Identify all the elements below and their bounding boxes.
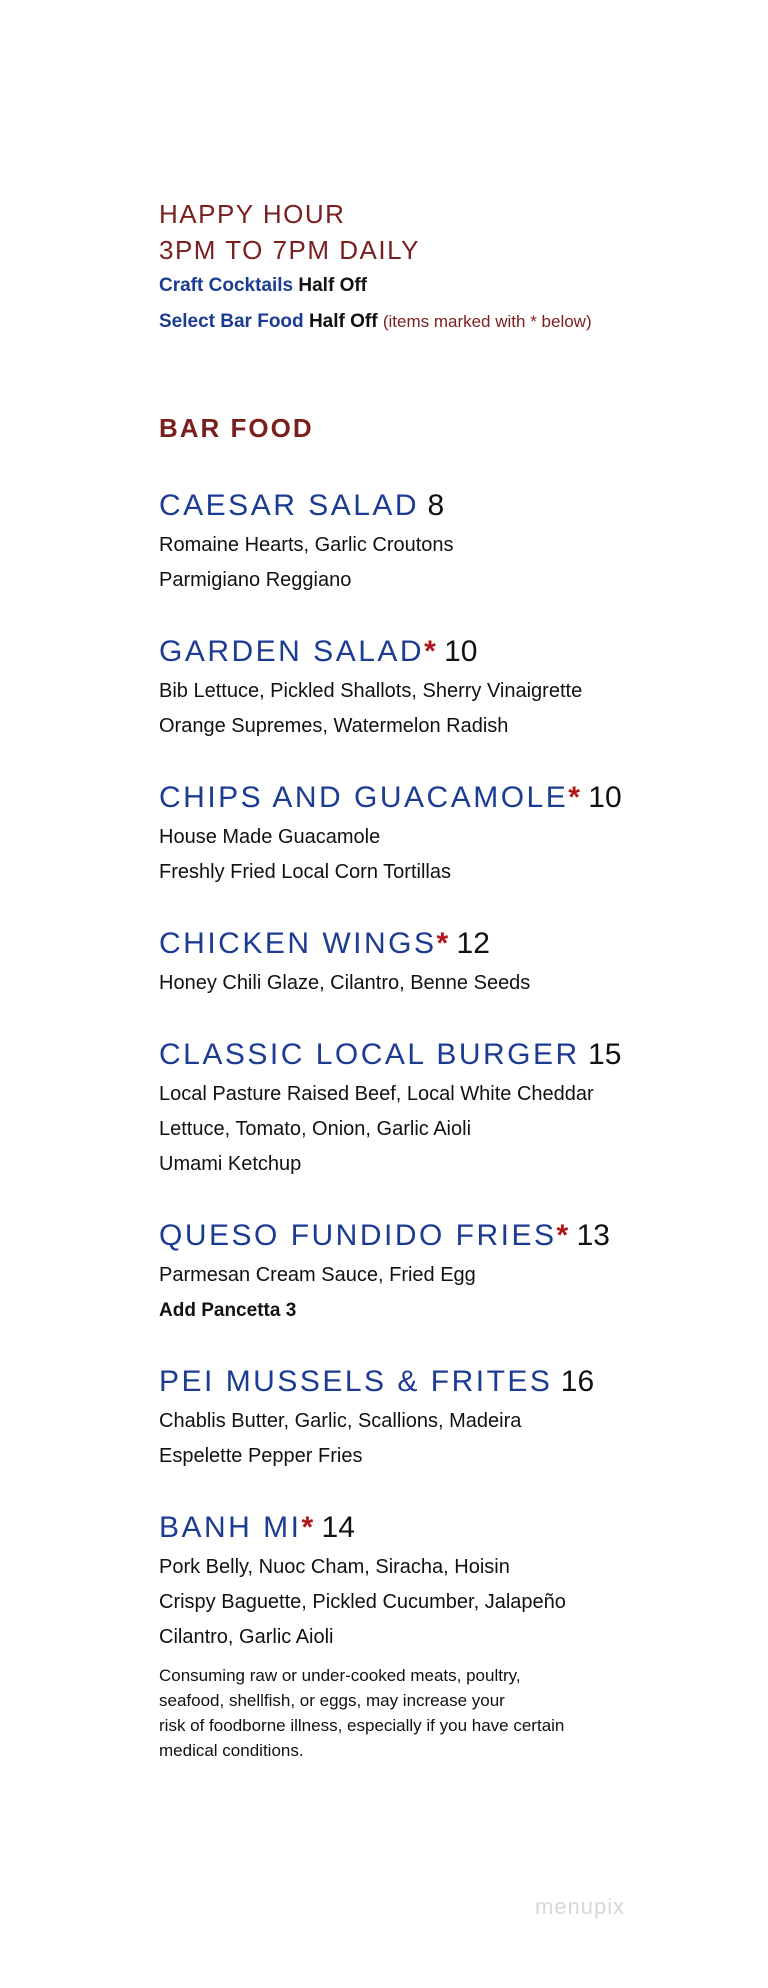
bar-food-list	[159, 486, 679, 1655]
menu-item-addon: Add Pancetta 3	[159, 1300, 297, 1321]
menu-item-description: Parmesan Cream Sauce, Fried Egg	[159, 1264, 476, 1286]
menu-item-name: CHIPS AND GUACAMOLE	[159, 781, 569, 814]
happy-hour-section	[159, 196, 679, 340]
menu-item-description: Crispy Baguette, Pickled Cucumber, Jalapeño	[159, 1591, 566, 1613]
menu-item-price: 15	[588, 1038, 622, 1071]
menu-item-description: Freshly Fried Local Corn Tortillas	[159, 861, 451, 883]
menu-item-name: PEI MUSSELS & FRITES	[159, 1365, 553, 1398]
menu-item	[159, 778, 679, 890]
menu-item-heading	[159, 1508, 679, 1548]
menu-item-description: Honey Chili Glaze, Cilantro, Benne Seeds	[159, 972, 531, 994]
menu-item-description: Parmigiano Reggiano	[159, 569, 352, 591]
menu-item-description: Umami Ketchup	[159, 1153, 302, 1175]
menu-item-price: 10	[444, 635, 478, 668]
deal-label: Select Bar Food	[159, 311, 304, 332]
bar-food-title: BAR FOOD	[159, 413, 314, 443]
menu-item-name: QUESO FUNDIDO FRIES	[159, 1219, 557, 1252]
menu-item-price: 13	[576, 1219, 610, 1252]
menu-item-description: Pork Belly, Nuoc Cham, Siracha, Hoisin	[159, 1556, 510, 1578]
menu-item-description: Chablis Butter, Garlic, Scallions, Madeira	[159, 1410, 522, 1432]
disclaimer-line: seafood, shellfish, or eggs, may increase your	[159, 1691, 505, 1710]
menu-item-name: BANH MI	[159, 1511, 302, 1544]
happy-hour-time: 3PM TO 7PM DAILY	[159, 235, 420, 265]
deal-label: Craft Cocktails	[159, 275, 294, 296]
menu-item-description: House Made Guacamole	[159, 826, 381, 848]
deal-value: Half Off	[308, 311, 378, 332]
deal-craft-cocktails	[159, 268, 679, 304]
menu-item-heading	[159, 778, 679, 818]
menu-item	[159, 1362, 679, 1474]
deal-note: (items marked with * below)	[382, 312, 592, 331]
menu-item	[159, 924, 679, 1001]
menu-item	[159, 486, 679, 598]
menu-item-price: 14	[321, 1511, 355, 1544]
menu-item-description: Lettuce, Tomato, Onion, Garlic Aioli	[159, 1118, 472, 1140]
health-disclaimer	[159, 1663, 659, 1763]
menu-item-description: Espelette Pepper Fries	[159, 1445, 363, 1467]
menu-item-price: 16	[560, 1365, 595, 1398]
menu-item-name: CHICKEN WINGS	[159, 927, 437, 960]
menu-item	[159, 632, 679, 744]
menu-item-name: CAESAR SALAD	[159, 489, 420, 522]
menu-item-heading	[159, 632, 679, 672]
menu-item	[159, 1216, 679, 1328]
happy-hour-star-icon: *	[568, 781, 580, 814]
deal-select-bar-food	[159, 304, 679, 340]
menu-item-heading	[159, 1362, 679, 1402]
menu-item-price: 8	[427, 489, 445, 522]
menu-item-description: Romaine Hearts, Garlic Croutons	[159, 534, 454, 556]
happy-hour-star-icon: *	[556, 1219, 569, 1252]
happy-hour-star-icon: *	[424, 635, 436, 668]
menu-item-name: CLASSIC LOCAL BURGER	[159, 1038, 580, 1071]
menu-item-heading	[159, 1035, 679, 1075]
happy-hour-star-icon: *	[436, 927, 449, 960]
menu-item-description: Local Pasture Raised Beef, Local White Cheddar	[159, 1083, 594, 1105]
menu-item-heading	[159, 924, 679, 964]
menu-item-description: Bib Lettuce, Pickled Shallots, Sherry Vinaigrette	[159, 680, 583, 702]
menu-item-price: 10	[588, 781, 622, 814]
menu-content	[159, 196, 679, 1689]
disclaimer-line: Consuming raw or under-cooked meats, poultry,	[159, 1666, 521, 1685]
menu-item-price: 12	[456, 927, 490, 960]
menu-item	[159, 1508, 679, 1655]
menu-item-heading	[159, 486, 679, 526]
menu-item-name: GARDEN SALAD	[159, 635, 425, 668]
disclaimer-line: risk of foodborne illness, especially if you have certain	[159, 1716, 565, 1735]
watermark-logo: menupix	[535, 1894, 626, 1919]
happy-hour-star-icon: *	[301, 1511, 314, 1544]
disclaimer-line: medical conditions.	[159, 1741, 304, 1760]
menu-item-heading	[159, 1216, 679, 1256]
menu-item-description: Cilantro, Garlic Aioli	[159, 1626, 334, 1648]
happy-hour-title: HAPPY HOUR	[159, 199, 346, 229]
menu-item-description: Orange Supremes, Watermelon Radish	[159, 715, 509, 737]
menu-item	[159, 1035, 679, 1182]
deal-value: Half Off	[298, 275, 367, 296]
